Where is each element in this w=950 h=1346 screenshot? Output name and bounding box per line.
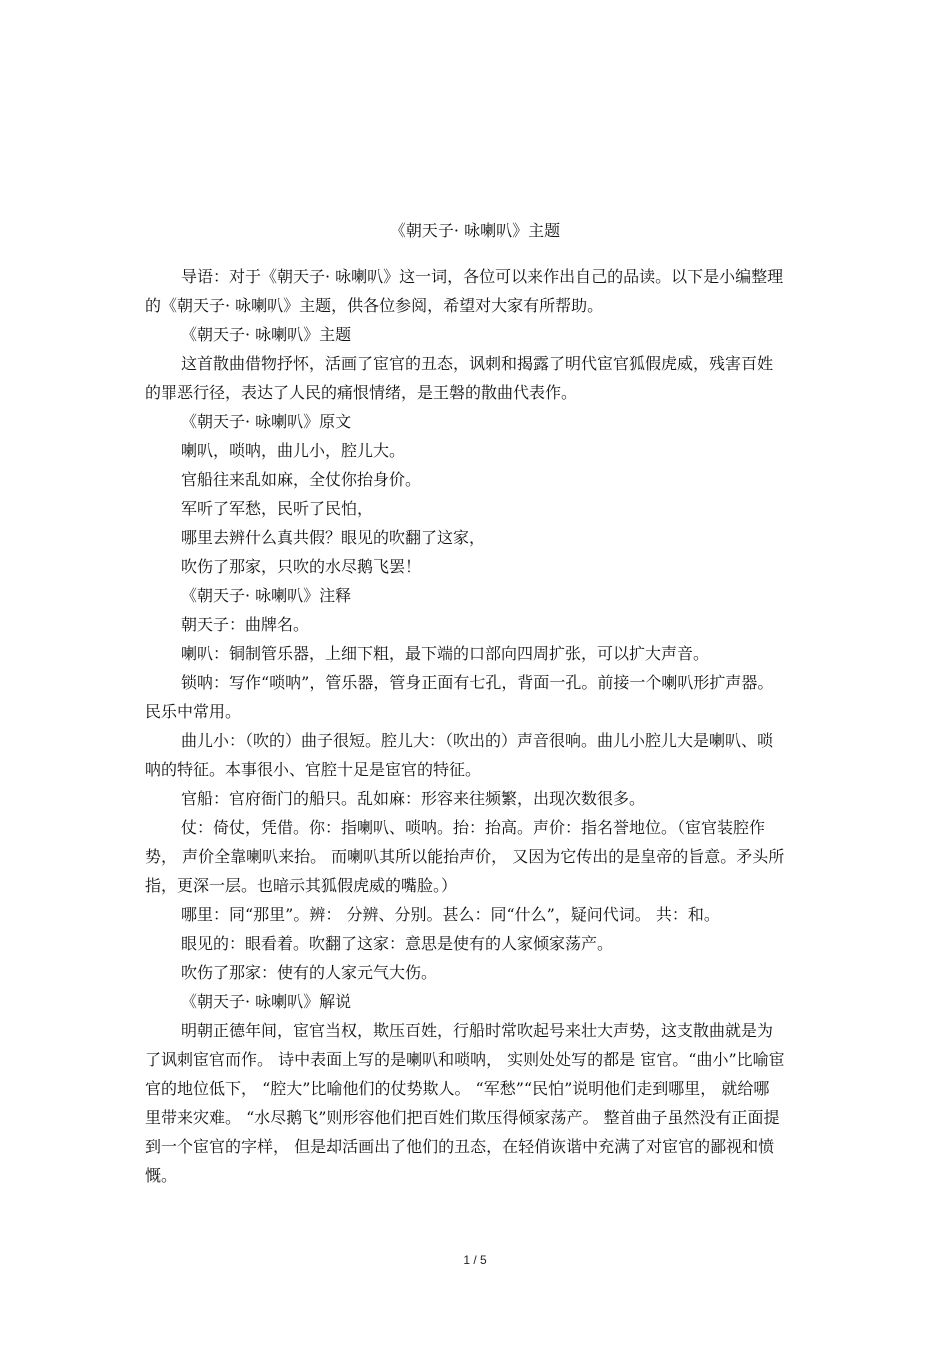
note-paragraph: 吹伤了那家：使有的人家元气大伤。 [181,963,438,982]
document-body [145,262,785,1190]
section-heading-notes: 《朝天子· 咏喇叭》注释 [181,586,352,605]
section-heading-original: 《朝天子· 咏喇叭》原文 [181,412,352,431]
note-paragraph: 眼见的：眼看着。吹翻了这家：意思是使有的人家倾家荡产。 [181,934,614,953]
note-paragraph: 喇叭：铜制管乐器，上细下粗，最下端的口部向四周扩张，可以扩大声音。 [181,644,710,663]
note-paragraph: 曲儿小：（吹的）曲子很短。腔儿大：（吹出的）声音很响。曲儿小腔儿大是喇叭、唢呐的特征。本事很小、官腔十足是宦官的特征。 [145,731,774,779]
section-heading-commentary: 《朝天子· 咏喇叭》解说 [181,992,352,1011]
poem-line: 军听了军愁，民听了民怕， [181,499,374,518]
note-paragraph: 官船：官府衙门的船只。乱如麻：形容来往频繁，出现次数很多。 [181,789,646,808]
poem-line: 官船往来乱如麻，全仗你抬身价。 [181,470,422,489]
section-heading-theme: 《朝天子· 咏喇叭》主题 [181,325,352,344]
poem-line: 哪里去辨什么真共假？眼见的吹翻了这家， [181,528,486,547]
document-title: 《朝天子· 咏喇叭》主题 [389,221,561,240]
commentary-paragraph: 明朝正德年间，宦官当权，欺压百姓，行船时常吹起号来壮大声势，这支散曲就是为了讽刺宦官而作。 诗中表面上写的是喇叭和唢呐， 实则处处写的都是 宦官。“曲小”比喻宦官的地位低下， “腔大”比喻他们的仗势欺人。 “军愁”“民怕”说明他们走到哪里， 就给哪里带来灾难。 “水尽鹅飞”则形容他们把百姓们欺压得倾家荡产。 整首曲子虽然没有正面提到一个宦官的字样， 但是却活画出了他们的丑态，在轻俏诙谐中充满了对宦官的鄙视和愤慨。 [145,1021,785,1185]
note-paragraph: 哪里：同“那里”。辨： 分辨、分别。甚么：同“什么”，疑问代词。 共：和。 [181,905,720,924]
theme-paragraph: 这首散曲借物抒怀，活画了宦官的丑态，讽刺和揭露了明代宦官狐假虎威，残害百姓的罪恶行径，表达了人民的痛恨情绪，是王磐的散曲代表作。 [145,354,774,402]
intro-paragraph: 导语：对于《朝天子· 咏喇叭》这一词，各位可以来作出自己的品读。以下是小编整理的《朝天子· 咏喇叭》主题，供各位参阅，希望对大家有所帮助。 [145,267,784,315]
poem-line: 喇叭，唢呐，曲儿小，腔儿大。 [181,441,406,460]
page-number: 1 / 5 [463,1253,487,1267]
note-paragraph: 锁呐：写作“唢呐”，管乐器，管身正面有七孔，背面一孔。前接一个喇叭形扩声器。民乐中常用。 [145,673,774,721]
note-paragraph: 仗：倚仗，凭借。你：指喇叭、唢呐。抬：抬高。声价：指名誉地位。（宦官装腔作势， 声价全靠喇叭来抬。 而喇叭其所以能抬声价， 又因为它传出的是皇帝的旨意。矛头所指，更深一层。也暗示其狐假虎威的嘴脸。） [145,818,785,895]
note-paragraph: 朝天子：曲牌名。 [181,615,310,634]
poem-line: 吹伤了那家，只吹的水尽鹅飞罢！ [181,557,422,576]
